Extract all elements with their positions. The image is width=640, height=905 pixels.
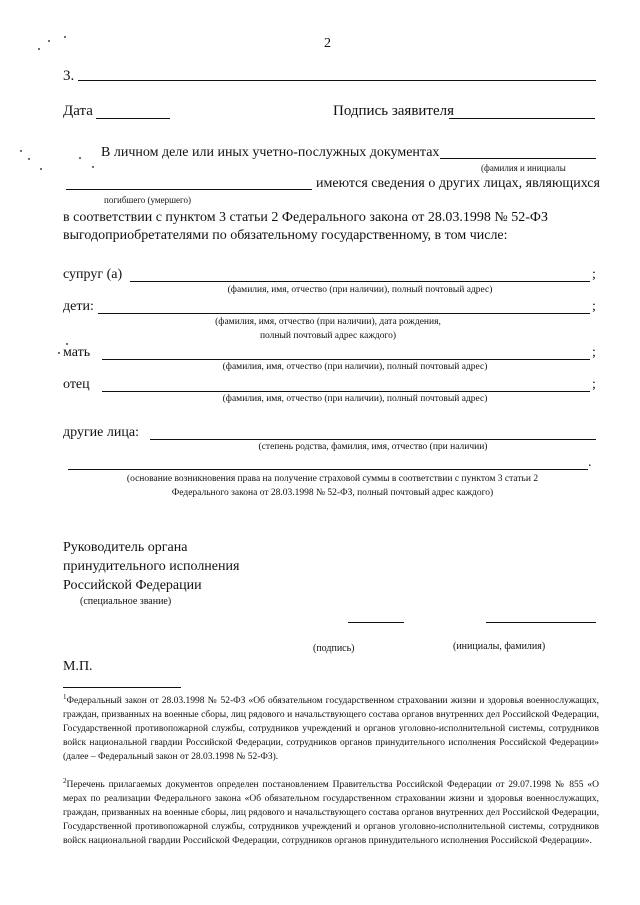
father-semicolon: ; [592, 377, 596, 392]
head-signature-field[interactable] [348, 622, 404, 623]
mother-caption: (фамилия, имя, отчество (при наличии), полный почтовый адрес) [222, 362, 488, 372]
footnote-2-text: Перечень прилагаемых документов определен постановлением Правительства Российской Федерации от 29.07.1998 № 855 «О мерах по реализации Федерального закона «Об обязательном государственном страховании жизни и здоровья военнослужащих, граждан, призванных на военные сборы, лиц рядового и начальствующего состава органов внутренних дел Российской Федерации, Государственной противопожарной службы, сотрудников учреждений и органов уголовно-исполнительной системы, сотрудников войск национальной гвардии Российской Федерации, сотрудников органов принудительного исполнения Российской Федерации». [63, 780, 599, 847]
deceased-name-field[interactable] [440, 158, 596, 159]
applicant-signature-field[interactable] [449, 118, 595, 119]
mother-field[interactable] [102, 359, 590, 360]
father-label: отец [63, 377, 90, 392]
law-paragraph-line1: в соответствии с пунктом 3 статьи 2 Федерального закона от 28.03.1998 № 52-ФЗ [63, 210, 548, 225]
basis-period: . [588, 455, 592, 470]
footnote-1-mark: 1 [63, 693, 67, 701]
father-caption: (фамилия, имя, отчество (при наличии), полный почтовый адрес) [222, 394, 488, 404]
others-field[interactable] [150, 439, 596, 440]
date-label: Дата [63, 103, 93, 119]
spouse-semicolon: ; [592, 267, 596, 282]
others-label: другие лица: [63, 425, 139, 440]
children-field[interactable] [98, 313, 590, 314]
info-text: имеются сведения о других лицах, являющихся [316, 176, 600, 191]
head-title-line3: Российской Федерации [63, 578, 202, 593]
footnote-2-mark: 2 [63, 777, 67, 785]
date-field[interactable] [96, 118, 170, 119]
footnote-1 [63, 690, 599, 764]
others-caption: (степень родства, фамилия, имя, отчество (при наличии) [258, 442, 488, 452]
basis-caption-line2: Федерального закона от 28.03.1998 № 52-ФЗ, полный почтовый адрес каждого) [171, 488, 494, 498]
spouse-field[interactable] [130, 281, 590, 282]
law-paragraph-line2: выгодоприобретателями по обязательному государственному, в том числе: [63, 228, 508, 243]
spouse-caption: (фамилия, имя, отчество (при наличии), полный почтовый адрес) [227, 285, 493, 295]
initials-caption: (инициалы, фамилия) [453, 641, 546, 652]
basis-caption-line1: (основание возникновения права на получение страховой суммы в соответствии с пунктом 3 статьи 2 [126, 474, 539, 484]
signature-label: Подпись заявителя [333, 103, 455, 119]
special-rank-caption: (специальное звание) [80, 596, 172, 607]
head-initials-field[interactable] [486, 622, 596, 623]
footnote-2 [63, 774, 599, 848]
item-3-label: 3. [63, 68, 75, 84]
children-semicolon: ; [592, 299, 596, 314]
footnote-separator [63, 687, 181, 688]
children-label: дети: [63, 299, 94, 314]
basis-field[interactable] [68, 469, 588, 470]
children-caption-line2: полный почтовый адрес каждого) [259, 331, 397, 341]
signature-caption: (подпись) [313, 643, 355, 654]
mother-label: мать [63, 345, 91, 360]
deceased-caption: погибшего (умершего) [104, 195, 192, 205]
deceased-name-field-2[interactable] [66, 189, 312, 190]
head-title-line2: принудительного исполнения [63, 559, 240, 574]
page-number: 2 [324, 36, 331, 51]
children-caption-line1: (фамилия, имя, отчество (при наличии), дата рождения, [215, 317, 441, 327]
item-3-field[interactable] [78, 80, 596, 81]
footnote-1-text: Федеральный закон от 28.03.1998 № 52-ФЗ «Об обязательном государственном страховании жизни и здоровья военнослужащих, граждан, призванных на военные сборы, лиц рядового и начальствующего состава органов внутренних дел Российской Федерации, Государственной противопожарной службы, сотрудников учреждений и органов уголовно-исполнительной системы, сотрудников войск национальной гвардии Российской Федерации, сотрудников органов принудительного исполнения Российской Федерации» (далее – Федеральный закон от 28.03.1998 № 52-ФЗ). [63, 696, 599, 763]
spouse-label: супруг (а) [63, 267, 123, 282]
personal-file-text: В личном деле или иных учетно-послужных документах [101, 145, 440, 160]
mother-semicolon: ; [592, 345, 596, 360]
seal-label: М.П. [63, 659, 93, 674]
name-initials-caption: (фамилия и инициалы [481, 163, 566, 173]
father-field[interactable] [102, 391, 590, 392]
head-title-line1: Руководитель органа [63, 540, 188, 555]
